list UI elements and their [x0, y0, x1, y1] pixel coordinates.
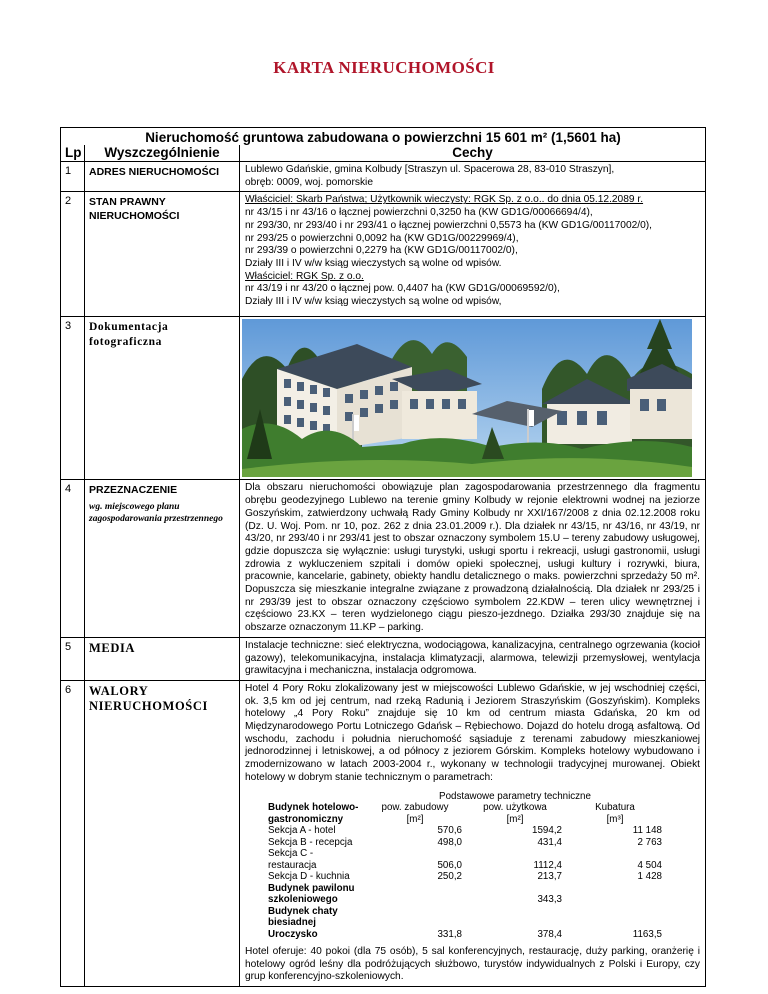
precinct-line: obręb: 0009, woj. pomorskie: [245, 176, 373, 188]
params-header-building: Budynek hotelowo-gastronomiczny: [268, 802, 359, 825]
table-main-header: Nieruchomość gruntowa zabudowana o powierzchni 15 601 m² (1,5601 ha): [61, 128, 706, 146]
row-number: 5: [61, 637, 85, 680]
parcel-line: nr 43/15 i nr 43/16 o łącznej powierzchni 0,3250 ha (KW GD1G/00066694/4),: [245, 207, 593, 219]
params-volume: 11 148: [632, 825, 662, 837]
photo-cell: [240, 317, 706, 480]
params-name: Sekcja A - hotel: [268, 825, 336, 837]
column-header-spec: Wyszczególnienie: [85, 145, 240, 162]
row-number: 4: [61, 480, 85, 637]
row-label-purpose: [85, 480, 240, 637]
address-line: Lublewo Gdańskie, gmina Kolbudy [Straszyn ul. Spacerowa 28, 83-010 Straszyn],: [245, 164, 615, 175]
table-row: [61, 480, 706, 637]
params-row: [265, 906, 665, 941]
parcel-line: nr 293/30, nr 293/40 i nr 293/41 o łącznej powierzchni 0,5573 ha (KW GD1G/00117002/0),: [245, 219, 652, 231]
purpose-label: PRZEZNACZENIE: [89, 484, 178, 497]
params-volume: 1 428: [637, 871, 662, 883]
hotel-offer: Hotel oferuje: 40 pokoi (dla 75 osób), 5 sal konferencyjnych, restaurację, duży parking, oranżerię i hotelowy ogród leśny dla podróżujących służbowo, turystów indywidualnych z Polski i Europy, czy grup konferencyjno-szkoleniowych.: [245, 946, 700, 983]
encumbrance-line: Działy III i IV w/w ksiąg wieczystych są wolne od wpisów,: [245, 296, 502, 308]
table-row: [61, 162, 706, 192]
column-header-features: Cechy: [240, 145, 706, 162]
row-label-photos: Dokumentacja fotograficzna: [85, 317, 240, 480]
page-title: KARTA NIERUCHOMOŚCI: [273, 58, 495, 77]
hotel-photo: [242, 319, 692, 477]
params-area: 250,2: [437, 871, 462, 883]
assets-value: [240, 680, 706, 986]
params-row: [265, 883, 665, 906]
row-number: 6: [61, 680, 85, 986]
parcel-line: nr 43/19 i nr 43/20 o łącznej pow. 0,4407 ha (KW GD1G/00069592/0),: [245, 283, 560, 295]
table-row: [61, 637, 706, 680]
params-row: [265, 837, 665, 849]
params-name: Sekcja C - restauracja: [268, 848, 317, 871]
params-caption: Podstawowe parametry techniczne: [439, 790, 591, 802]
technical-params-table: [265, 791, 665, 941]
params-name: Budynek chaty biesiadnej Uroczysko: [268, 905, 338, 940]
legal-status-value: [240, 192, 706, 317]
row-number: 1: [61, 162, 85, 192]
table-row: [61, 192, 706, 317]
params-volume: [565, 883, 665, 906]
params-area: 570,6: [437, 825, 462, 837]
params-usable: 213,7: [537, 871, 562, 883]
column-header-lp: Lp: [61, 145, 85, 162]
params-volume: 1163,5: [632, 928, 662, 940]
row-number: 2: [61, 192, 85, 317]
owner-line: Właściciel: Skarb Państwa; Użytkownik wieczysty: RGK Sp. z o.o.. do dnia 05.12.2089 r.: [245, 194, 644, 206]
params-name: Sekcja B - recepcja: [268, 836, 353, 848]
params-usable: 378,4: [537, 928, 562, 940]
row-label-media: MEDIA: [85, 637, 240, 680]
row-label-assets: WALORY NIERUCHOMOŚCI: [85, 680, 240, 986]
row-number: 3: [61, 317, 85, 480]
params-header-volume: Kubatura: [595, 802, 635, 814]
params-row: [265, 825, 665, 837]
property-table: [60, 127, 706, 987]
table-row: [61, 317, 706, 480]
params-area: [365, 883, 465, 906]
assets-description: Hotel 4 Pory Roku zlokalizowany jest w miejscowości Lublewo Gdańskie, w jej wschodniej części, ok. 3,5 km od jej centrum, nad rzeką Radunią i Jeziorem Straszyńskim (Goszyńskim). Kompleks hotelowy „4 Pory Roku” znajduje się 10 km od centrum miasta Gdańska, 20 km od Międzynarodowego Portu Lotniczego Gdańsk – Rębiechowo. Dojazd do hotelu drogą asfaltową. Od wschodu, zachodu i południa nieruchomość sąsiaduje z terenami zabudowy mieszkaniowej jednorodzinnej i letniskowej, a od północy z jeziorem Górskim. Kompleks hotelowy wybudowano i zmodernizowano w latach 2003-2004 r., wykonany w technologii tradycyjnej murowanej. Obiekt hotelowy w dobrym stanie technicznym o parametrach:: [245, 682, 700, 783]
row-label-address: ADRES NIERUCHOMOŚCI: [85, 162, 240, 192]
params-name: Sekcja D - kuchnia: [268, 871, 350, 883]
params-unit-usable: [m²]: [506, 813, 524, 825]
params-volume: 2 763: [637, 836, 662, 848]
parcel-line: nr 293/25 o powierzchni 0,0092 ha (KW GD1G/00229969/4),: [245, 232, 519, 244]
params-unit-volume: [m³]: [606, 813, 624, 825]
address-value: [240, 162, 706, 192]
params-row: [265, 848, 665, 871]
params-usable: 1112,4: [533, 859, 562, 871]
purpose-value: Dla obszaru nieruchomości obowiązuje plan zagospodarowania przestrzennego dla fragmentu obrębu geodezyjnego Lublewo na terenie gminy Kolbudy w rejonie elektrowni wodnej na jeziorze Goszyńskim, zatwierdzony uchwałą Rady Gminy Kolbudy nr XXI/167/2008 z dnia 02.12.2008 roku (Dz. U. Woj. Pom. nr 10, poz. 262 z dnia 23.01.2009 r.). Dla działek nr 43/15, nr 43/16, nr 43/19, nr 43/20, nr 293/40 i nr 293/41 jest to obszar oznaczony symbolem 15.U – tereny zabudowy usługowej, gdzie dopuszcza się wyłącznie: usługi turystyki, usługi sportu i rekreacji, usługi gastronomii, usługi zdrowia z wykluczeniem szpitali i domów opieki społecznej, usługi kultury i rozrywki, biura, pracownie, kancelarie, gabinety, obiekty handlu detalicznego o maks. powierzchni sprzedaży 50 m². Dopuszcza się mieszkanie integralne związane z prowadzoną działalnością. Dla działek nr 293/25 i nr 293/39 jest to obszar oznaczony częściowo symbolem 22.KDW – teren ulicy wewnętrznej i częściowo 23.KX – teren wydzielonego ciągu pieszo-jezdnego. Działka 293/30 znajduje się na obszarze oznaczonym 11.KP – parking.: [240, 480, 706, 637]
params-area: 498,0: [437, 836, 462, 848]
parcel-line: nr 293/39 o powierzchni 0,2279 ha (KW GD1G/00117002/0),: [245, 245, 518, 257]
table-row: [61, 680, 706, 986]
params-unit-area: [m²]: [406, 813, 424, 825]
row-label-legal-status: STAN PRAWNY NIERUCHOMOŚCI: [85, 192, 240, 317]
params-usable: 343,3: [537, 894, 562, 906]
params-area: 331,8: [437, 928, 462, 940]
media-value: Instalacje techniczne: sieć elektryczna, wodociągowa, kanalizacyjna, centralnego ogrzewania (kocioł gazowy), telekomunikacyjna, instalacja klimatyzacji, alarmowa, telewizji przemysłowej, wentylacja grawitacyjna i mechaniczna, instalacja odgromowa.: [240, 637, 706, 680]
params-row: [265, 871, 665, 883]
encumbrance-line: Działy III i IV w/w ksiąg wieczystych są wolne od wpisów.: [245, 257, 502, 269]
params-usable: 431,4: [537, 836, 562, 848]
owner-line: Właściciel: RGK Sp. z o.o.: [245, 270, 364, 282]
params-name: Budynek pawilonu szkoleniowego: [268, 882, 355, 906]
params-usable: 1594,2: [532, 825, 562, 837]
purpose-sublabel: wg. miejscowego planu zagospodarowania przestrzennego: [89, 502, 223, 525]
params-area: 506,0: [437, 859, 462, 871]
params-volume: 4 504: [637, 859, 662, 871]
params-header-area: pow. zabudowy: [381, 802, 449, 814]
params-header-usable: pow. użytkowa: [483, 802, 547, 814]
